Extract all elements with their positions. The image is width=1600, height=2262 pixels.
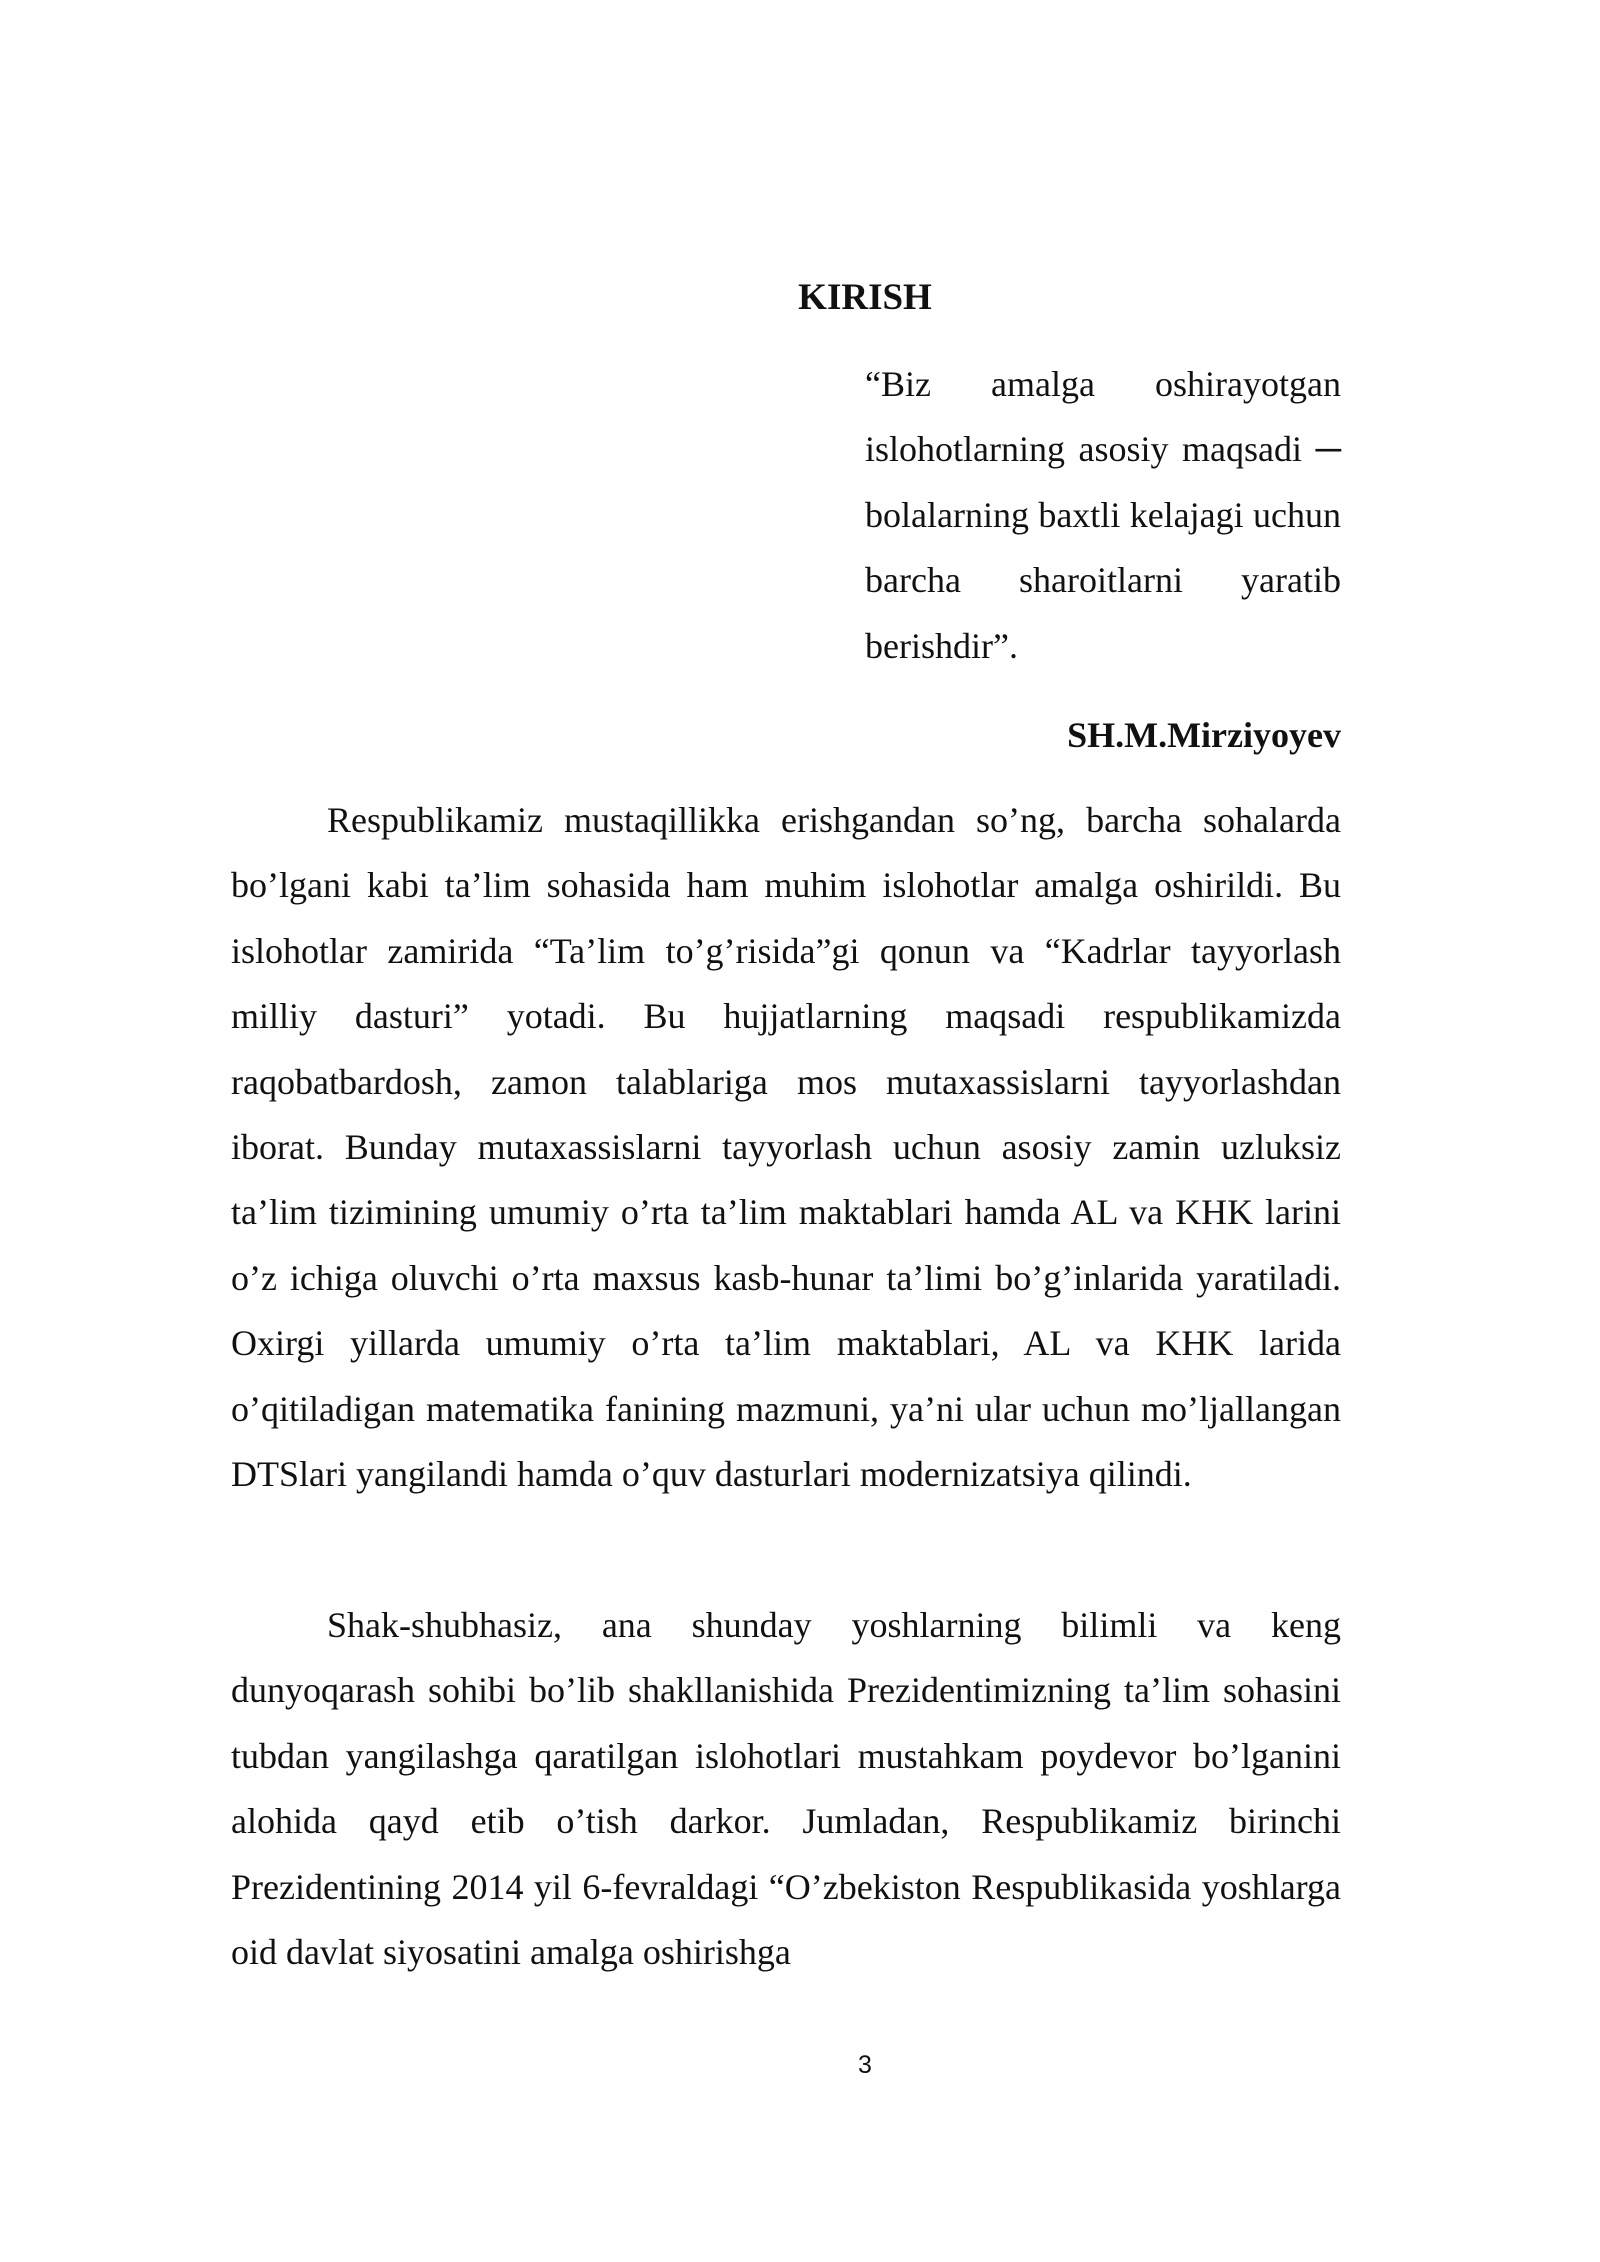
epigraph-quote: “Biz amalga oshirayotgan islohotlarning asosiy maqsadi ─ bolalarning baxtli kelajagi uchun barcha sharoitlarni yaratib berishdir”.: [865, 364, 1341, 666]
page-title: KIRISH: [798, 277, 932, 318]
epigraph-author: SH.M.Mirziyoyev: [1067, 715, 1341, 755]
body-paragraph-2: Shak-shubhasiz, ana shunday yoshlarning bilimli va keng dunyoqarash sohibi bo’lib shakllanishida Prezidentimizning ta’lim sohasini tubdan yangilashga qaratilgan islohotlari mustahkam poydevor bo’lganini alohida qayd etib o’tish darkor. Jumladan, Respublikamiz birinchi Prezidentining 2014 yil 6-fevraldagi “O’zbekiston Respublikasida yoshlarga oid davlat siyosatini amalga oshirishga: [231, 1605, 1341, 1973]
body-paragraph-1: Respublikamiz mustaqillikka erishgandan so’ng, barcha sohalarda bo’lgani kabi ta’lim sohasida ham muhim islohotlar amalga oshirildi. Bu islohotlar zamirida “Ta’lim to’g’risida”gi qonun va “Kadrlar tayyorlash milliy dasturi” yotadi. Bu hujjatlarning maqsadi respublikamizda raqobatbardosh, zamon talablariga mos mutaxassislarni tayyorlashdan iborat. Bunday mutaxassislarni tayyorlash uchun asosiy zamin uzluksiz ta’lim tizimining umumiy o’rta ta’lim maktablari hamda AL va KHK larini o’z ichiga oluvchi o’rta maxsus kasb-hunar ta’limi bo’g’inlarida yaratiladi. Oxirgi yillarda umumiy o’rta ta’lim maktablari, AL va KHK larida o’qitiladigan matematika fanining mazmuni, ya’ni ular uchun mo’ljallangan DTSlari yangilandi hamda o’quv dasturlari modernizatsiya qilindi.: [231, 800, 1341, 1495]
page-number: 3: [858, 2051, 872, 2079]
